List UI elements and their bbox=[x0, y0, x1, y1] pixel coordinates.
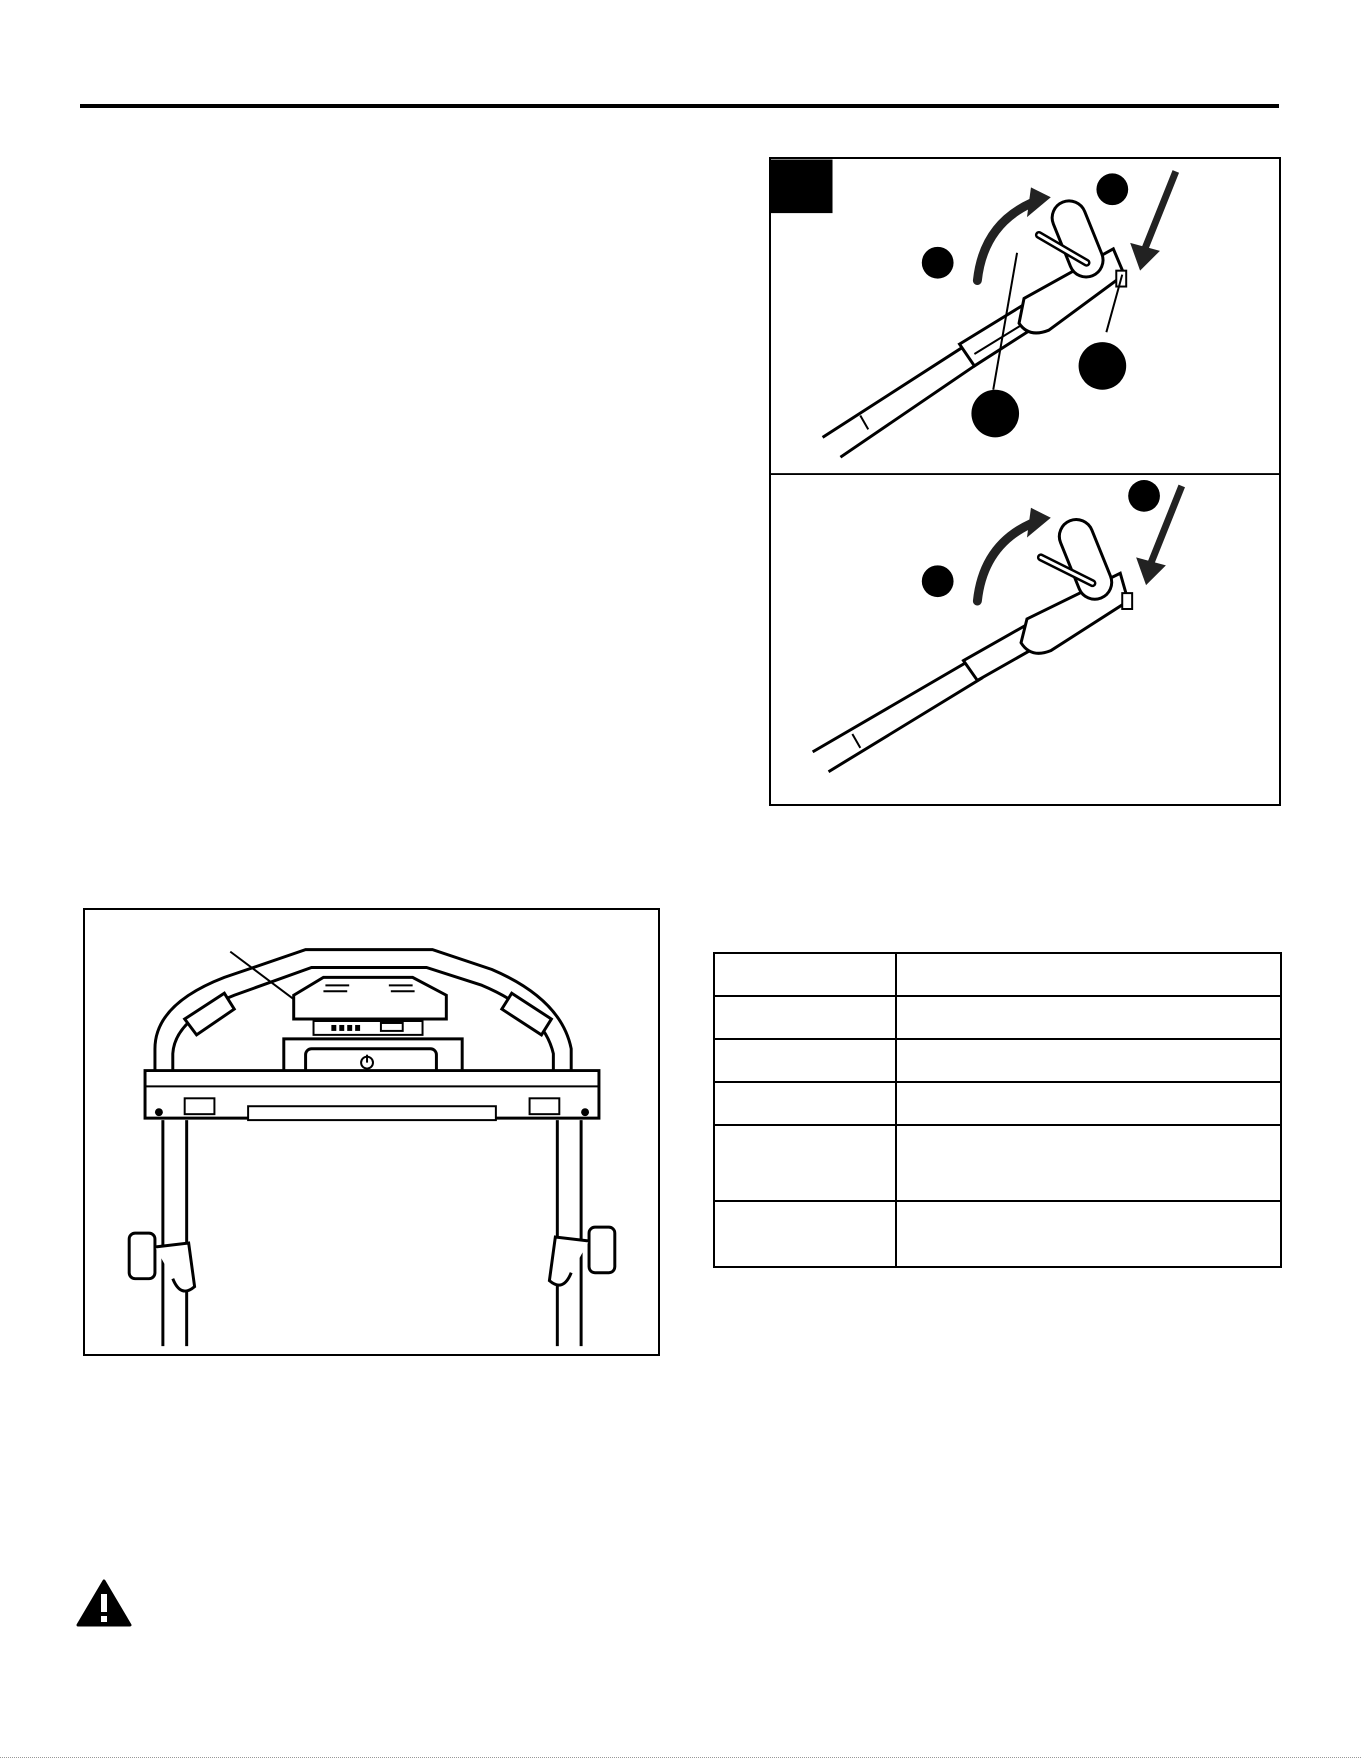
table-cell bbox=[896, 1125, 1281, 1201]
battery-indicator-icon bbox=[314, 1021, 423, 1035]
table-row bbox=[714, 953, 1281, 996]
handle-folding-figure bbox=[769, 157, 1281, 806]
callout-4 bbox=[971, 390, 1019, 438]
table-row bbox=[714, 1039, 1281, 1082]
table-row bbox=[714, 1125, 1281, 1201]
table-cell bbox=[714, 996, 896, 1039]
panel-1-drawing bbox=[823, 171, 1176, 457]
header-rule bbox=[80, 104, 1279, 108]
callout-1 bbox=[922, 565, 954, 597]
callout-3 bbox=[1079, 342, 1127, 390]
table-row bbox=[714, 996, 1281, 1039]
table-cell bbox=[714, 1201, 896, 1267]
callout-2 bbox=[1096, 173, 1128, 205]
table-cell bbox=[896, 1201, 1281, 1267]
table-row bbox=[714, 1082, 1281, 1125]
table-cell bbox=[896, 953, 1281, 996]
page-bottom-border bbox=[0, 1757, 1361, 1758]
callout-2 bbox=[1128, 480, 1160, 512]
warning-triangle-icon bbox=[76, 1578, 132, 1628]
table-row bbox=[714, 1201, 1281, 1267]
table-cell bbox=[714, 953, 896, 996]
table-cell bbox=[896, 996, 1281, 1039]
handle-control-illustration bbox=[85, 910, 658, 1354]
handle-folding-illustration bbox=[771, 159, 1279, 804]
mode-switch-icon bbox=[381, 1023, 403, 1031]
table-cell bbox=[896, 1082, 1281, 1125]
table-cell bbox=[714, 1125, 896, 1201]
panel-2-drawing bbox=[813, 480, 1182, 772]
table-cell bbox=[714, 1082, 896, 1125]
table-cell bbox=[896, 1039, 1281, 1082]
spec-table bbox=[713, 952, 1282, 1268]
callout-1 bbox=[922, 247, 954, 279]
table-cell bbox=[714, 1039, 896, 1082]
handle-control-figure bbox=[83, 908, 660, 1356]
figure-corner-block bbox=[771, 160, 833, 214]
